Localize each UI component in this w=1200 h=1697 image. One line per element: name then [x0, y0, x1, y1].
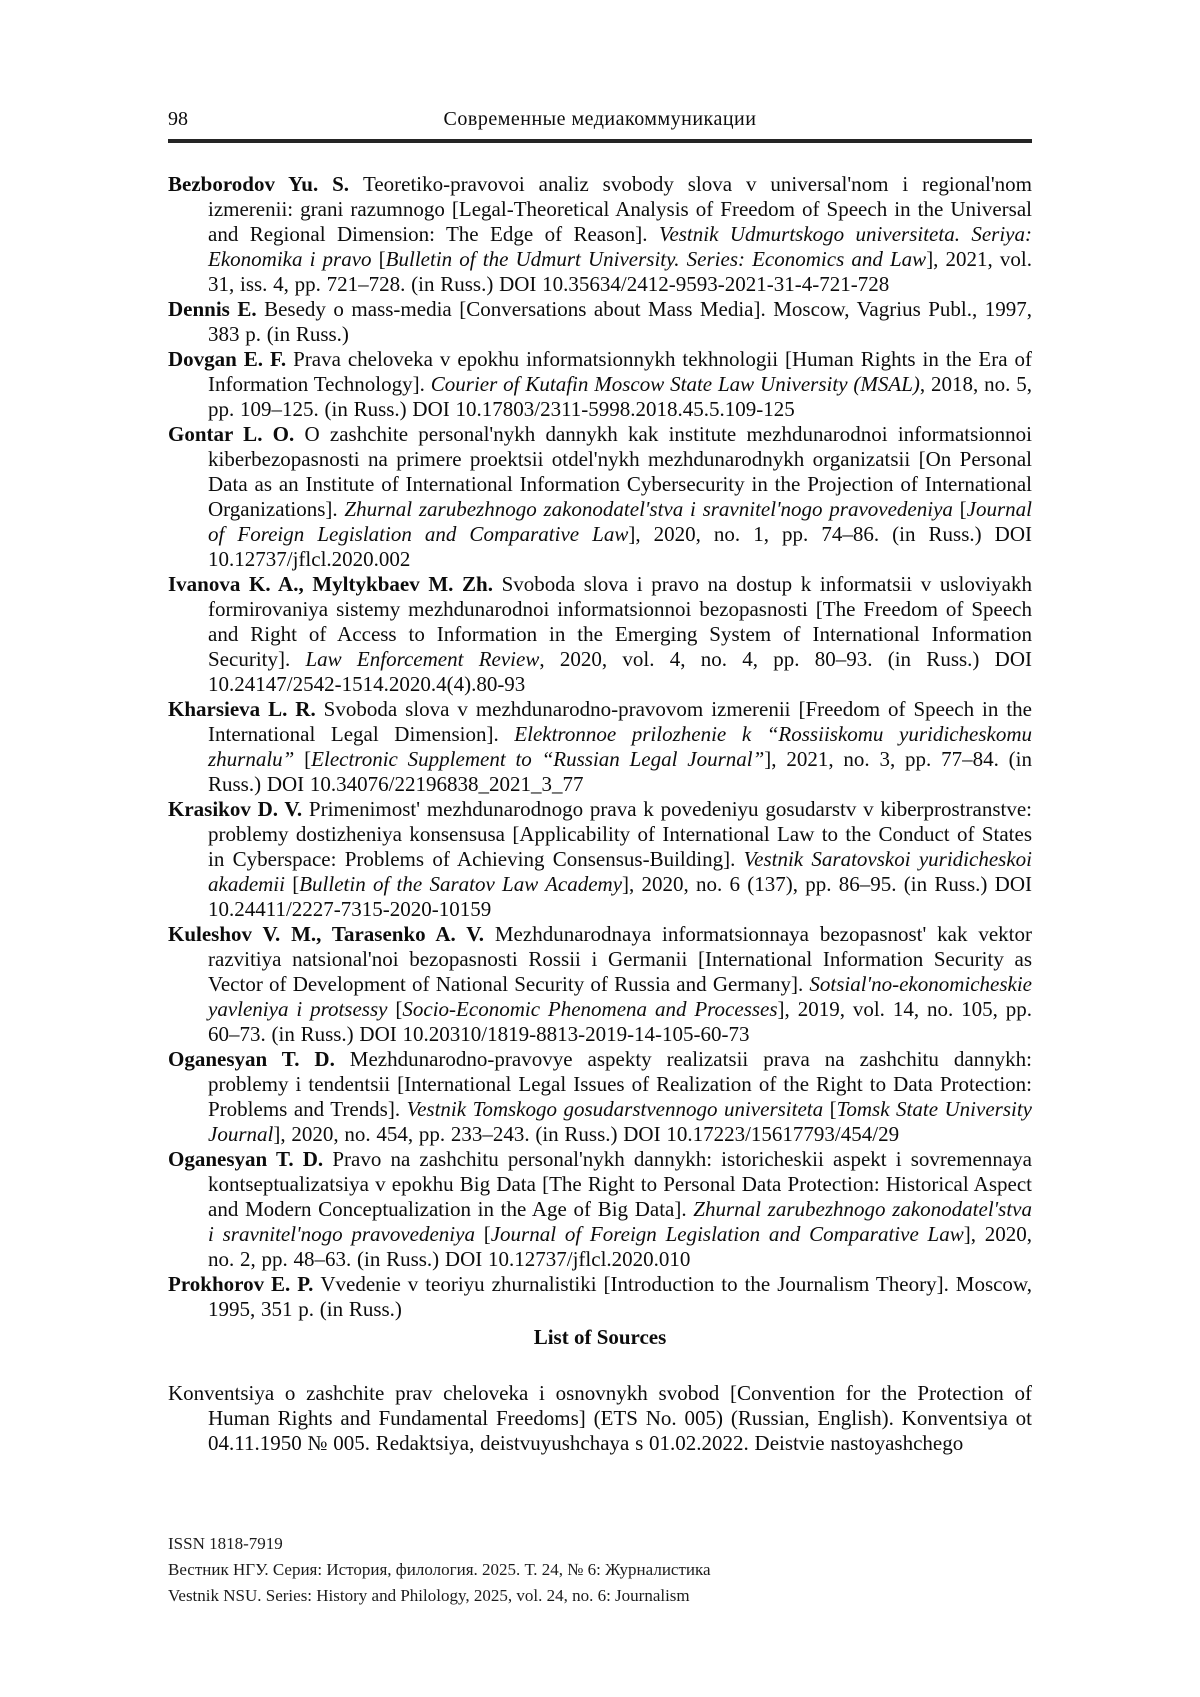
references-section	[168, 172, 1032, 1456]
reference-entry: Kuleshov V. M., Tarasenko A. V. Mezhdunarodnaya informatsionnaya bezopasnost' kak vektor razvitiya natsional'noi bezopasnosti Rossii i Germanii [International Information Security as Vector of Development of National Security of Russia and Germany]. Sotsial'no-ekonomicheskie yavleniya i protsessy [Socio-Economic Phenomena and Processes], 2019, vol. 14, no. 105, pp. 60–73. (in Russ.) DOI 10.20310/1819-8813-2019-14-105-60-73	[168, 922, 1033, 1046]
reference-entry: Oganesyan T. D. Mezhdunarodno-pravovye aspekty realizatsii prava na zashchitu dannykh: problemy i tendentsii [International Legal Issues of Realization of the Right to Data Protection: Problems and Trends]. Vestnik Tomskogo gosudarstvennogo universiteta [Tomsk State University Journal], 2020, no. 454, pp. 233–243. (in Russ.) DOI 10.17223/15617793/454/29	[168, 1047, 1032, 1146]
page-number: 98	[168, 108, 188, 130]
running-title: Современные медиакоммуникации	[443, 108, 757, 130]
page-footer	[168, 1531, 1032, 1609]
list-of-sources-heading: List of Sources	[533, 1325, 667, 1349]
reference-list	[168, 172, 1032, 1322]
reference-entry: Bezborodov Yu. S. Teoretiko-pravovoi analiz svobody slova v universal'nom i regional'nom izmerenii: grani razumnogo [Legal-Theoretical Analysis of Freedom of Speech in the Universal and Regional Dimension: The Edge of Reason]. Vestnik Udmurtskogo universiteta. Seriya: Ekonomika i pravo [Bulletin of the Udmurt University. Series: Economics and Law], 2021, vol. 31, iss. 4, pp. 721–728. (in Russ.) DOI 10.35634/2412-9593-2021-31-4-721-728	[168, 172, 1033, 296]
reference-entry: Kharsieva L. R. Svoboda slova v mezhdunarodno-pravovom izmerenii [Freedom of Speech in the International Legal Dimension]. Elektronnoe prilozhenie k “Rossiiskomu yuridicheskomu zhurnalu” [Electronic Supplement to “Russian Legal Journal”], 2021, no. 3, pp. 77–84. (in Russ.) DOI 10.34076/22196838_2021_3_77	[168, 697, 1032, 796]
reference-entry: Oganesyan T. D. Pravo na zashchitu personal'nykh dannykh: istoricheskii aspekt i sovremennaya kontseptualizatsiya v epokhu Big Data [The Right to Personal Data Protection: Historical Aspect and Modern Conceptualization in the Age of Big Data]. Zhurnal zarubezhnogo zakonodatel'stva i sravnitel'nogo pravovedeniya [Journal of Foreign Legislation and Comparative Law], 2020, no. 2, pp. 48–63. (in Russ.) DOI 10.12737/jflcl.2020.010	[168, 1147, 1033, 1271]
reference-entry: Dovgan E. F. Prava cheloveka v epokhu informatsionnykh tekhnologii [Human Rights in the Era of Information Technology]. Courier of Kutafin Moscow State Law University (MSAL), 2018, no. 5, pp. 109–125. (in Russ.) DOI 10.17803/2311-5998.2018.45.5.109-125	[168, 347, 1032, 421]
source-entry: Konventsiya o zashchite prav cheloveka i osnovnykh svobod [Convention for the Protection of Human Rights and Fundamental Freedoms] (ETS No. 005) (Russian, English). Konventsiya ot 04.11.1950 № 005. Redaktsiya, deistvuyushchaya s 01.02.2022. Deistvie nastoyashchego	[168, 1381, 1032, 1455]
reference-entry: Dennis E. Besedy o mass-media [Conversations about Mass Media]. Moscow, Vagrius Publ., 1997, 383 p. (in Russ.)	[168, 297, 1033, 346]
journal-info-en: Vestnik NSU. Series: History and Philology, 2025, vol. 24, no. 6: Journalism	[168, 1586, 690, 1605]
header-rule	[168, 139, 1032, 143]
sources-list	[168, 1381, 1032, 1456]
page-header	[168, 108, 1032, 143]
reference-entry: Ivanova K. A., Myltykbaev M. Zh. Svoboda slova i pravo na dostup k informatsii v usloviyakh formirovaniya sistemy mezhdunarodnoi informatsionnoi bezopasnosti [The Freedom of Speech and Right of Access to Information in the Emerging System of International Information Security]. Law Enforcement Review, 2020, vol. 4, no. 4, pp. 80–93. (in Russ.) DOI 10.24147/2542-1514.2020.4(4).80-93	[168, 572, 1032, 696]
issn-text: ISSN 1818-7919	[168, 1534, 283, 1553]
reference-entry: Gontar L. O. O zashchite personal'nykh dannykh kak institute mezhdunarodnoi informatsionnoi kiberbezopasnosti na primere proektsii otdel'nykh mezhdunarodnykh organizatsii [On Personal Data as an Institute of International Information Cybersecurity in the Projection of International Organizations]. Zhurnal zarubezhnogo zakonodatel'stva i sravnitel'nogo pravovedeniya [Journal of Foreign Legislation and Comparative Law], 2020, no. 1, pp. 74–86. (in Russ.) DOI 10.12737/jflcl.2020.002	[168, 422, 1032, 571]
reference-entry: Prokhorov E. P. Vvedenie v teoriyu zhurnalistiki [Introduction to the Journalism Theory]. Moscow, 1995, 351 p. (in Russ.)	[168, 1272, 1032, 1321]
journal-info-ru: Вестник НГУ. Серия: История, филология. 2025. Т. 24, № 6: Журналистика	[168, 1560, 711, 1579]
reference-entry: Krasikov D. V. Primenimost' mezhdunarodnogo prava k povedeniyu gosudarstv v kiberprostranstve: problemy dostizheniya konsensusa [Applicability of International Law to the Conduct of States in Cyberspace: Problems of Achieving Consensus-Building]. Vestnik Saratovskoi yuridicheskoi akademii [Bulletin of the Saratov Law Academy], 2020, no. 6 (137), pp. 86–95. (in Russ.) DOI 10.24411/2227-7315-2020-10159	[168, 797, 1032, 921]
